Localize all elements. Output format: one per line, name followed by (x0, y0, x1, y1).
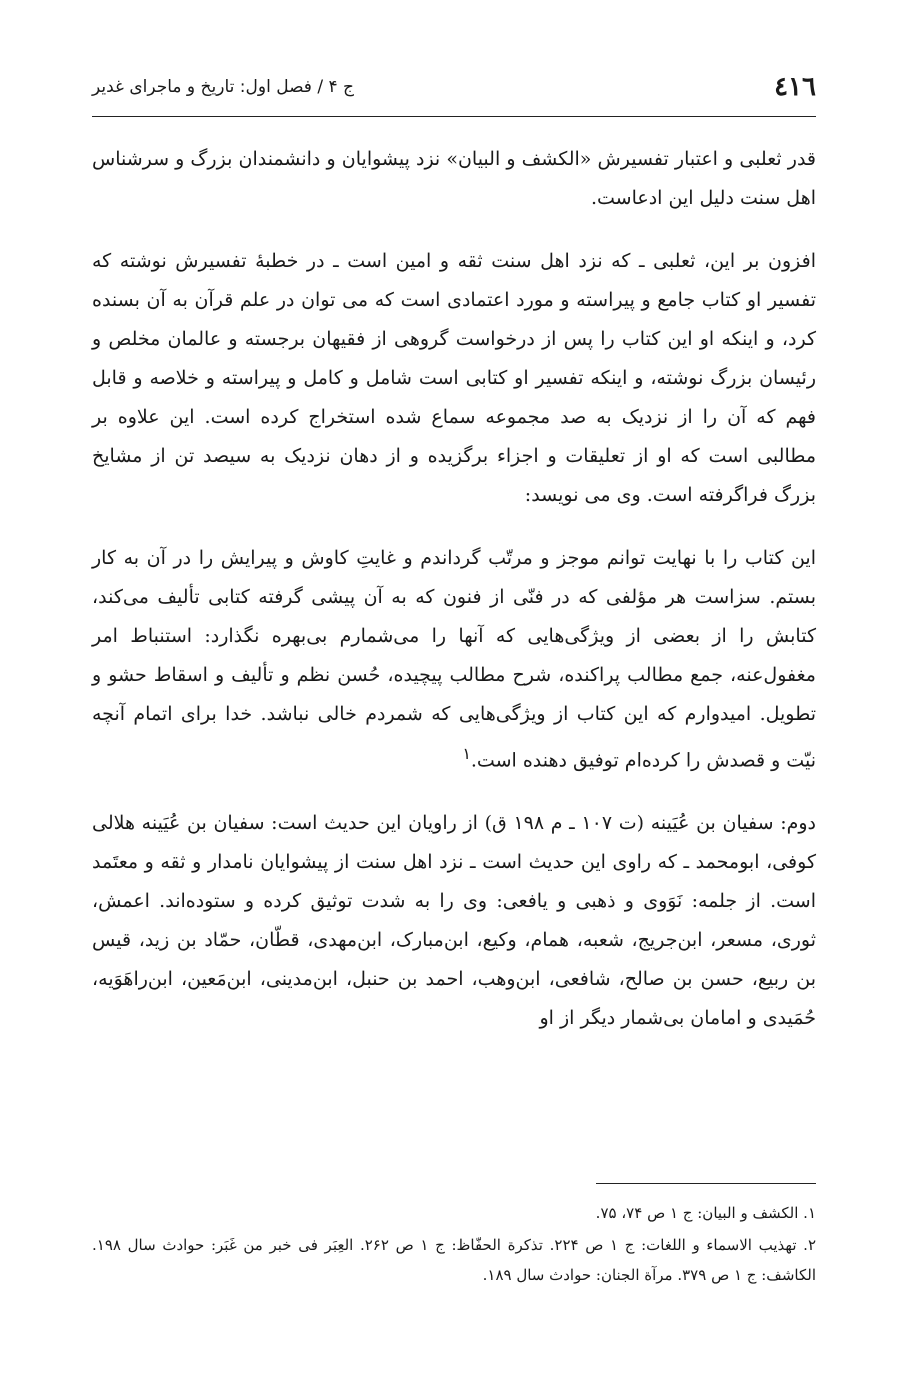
paragraph-2: افزون بر این، ثعلبی ـ که نزد اهل سنت ثقه و امین است ـ در خطبهٔ تفسیرش نوشته که تفسیر او کتاب جامع و پیراسته و مورد اعتمادی است که می توان در علم قرآن به آن بسنده کرد، و اینکه او این کتاب را پس از درخواست گروهی از فقیهان برجسته و عالمان مخلص و رئیسان بزرگ نوشته، و اینکه تفسیر او کتابی است شامل و کامل و پیراسته و خلاصه و قابل فهم که آن را از نزدیک به صد مجموعه سماع شده استخراج کرده است. این علاوه بر مطالبی است که او از تعلیقات و اجزاء برگزیده و از دهان نزدیک به سیصد تن از مشایخ بزرگ فراگرفته است. وی می نویسد: (92, 250, 816, 506)
book-page (92, 0, 816, 1390)
page-header (92, 62, 816, 112)
page-number: ٤١٦ (774, 72, 816, 102)
quote-paragraph (92, 539, 816, 780)
footnote-1: ١. الکشف و البیان: ج ١ ص ٧۴، ٧۵. (595, 1204, 816, 1222)
footnote-2: ٢. تهذیب الاسماء و اللغات: ج ١ ص ٢٢۴. تذکرة الحفّاظ: ج ١ ص ٢۶٢. العِبَر فی خبر من غَبَر: حوادث سال ١٩٨. الکاشف: ج ١ ص ٣٧٩. مرآة الجنان: حوادث سال ١٨٩. (92, 1236, 816, 1284)
running-head: ج ۴ / فصل اول: تاریخ و ماجرای غدیر (92, 77, 355, 97)
footnote-marker-1: ١ (462, 744, 471, 763)
paragraph-4: دوم: سفیان بن عُیَینه (ت ١٠٧ ـ م ١٩٨ ق) از راویان این حدیث است: سفیان بن عُیَینه هلالی کوفی، ابومحمد ـ که راوی این حدیث است ـ نزد اهل سنت از پیشوایان نامدار و ثقه و معتَمد است. از جلمه: نَوَوی و ذهبی و یافعی: وی را به شدت توثیق کرده و ستوده‌اند. اعمش، ثوری، مسعر، ابن‌جریج، شعبه، همام، وکیع، ابن‌مبارک، ابن‌مهدی، قطّان، حمّاد بن زید، قیس بن ربیع، حسن بن صالح، شافعی، ابن‌وهب، احمد بن حنبل، ابن‌مدینی، ابن‌مَعین، ابن‌راهَوَیه، حُمَیدی و امامان بی‌شمار دیگر از او (92, 812, 817, 1030)
body-text (92, 140, 816, 1062)
quote-text: این کتاب را با نهایت توانم موجز و مرتّب گرداندم و غایتِ کاوش و پیرایش را در آن به کار بستم. سزاست هر مؤلفی که در فنّی از فنون که به آن پیشی گرفته کتابی تألیف می‌کند، کتابش را از بعضی از ویژگی‌هایی که آنها را می‌شمارم بی‌بهره نگذارد: استنباط امر مغفول‌عنه، جمع مطالب پراکنده، شرح مطالب پیچیده، حُسن نظم و تألیف و اسقاط حشو و تطویل. امیدوارم که این کتاب از ویژگی‌هایی که شمردم خالی نباشد. خدا برای اتمام آنچه نیّت و قصدش را کرده‌ام توفیق دهنده است. (92, 547, 816, 772)
paragraph-1: قدر ثعلبی و اعتبار تفسیرش «الکشف و البیان» نزد پیشوایان و دانشمندان بزرگ و سرشناس اهل سنت دلیل این ادعاست. (92, 148, 816, 209)
footnotes (92, 1198, 816, 1292)
footnote-rule (596, 1183, 816, 1184)
header-rule (92, 116, 816, 117)
